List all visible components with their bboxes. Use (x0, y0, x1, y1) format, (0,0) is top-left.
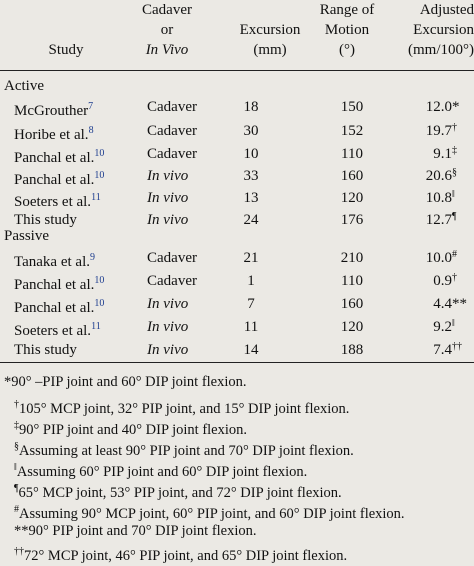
reference-link[interactable]: 11 (91, 192, 101, 203)
adjusted-excursion-cell: 19.7 (425, 123, 452, 139)
adjusted-excursion-cell: 9.2 (433, 319, 452, 335)
adjusted-excursion-cell: 20.6 (425, 168, 452, 184)
excursion-cell: 30 (243, 123, 259, 139)
section-active-label: Active (4, 78, 44, 94)
footnote: ‖Assuming 60° PIP joint and 60° DIP joint flexion. (14, 462, 308, 480)
header-range-of-motion: Range of Motion (°) (319, 2, 375, 58)
study-cell: McGrouther$^7$ (14, 101, 94, 119)
range-of-motion-cell: 160 (340, 168, 364, 184)
study-cell: Panchal et al.$^{10}$ (14, 298, 105, 316)
excursion-cell: 10 (243, 146, 259, 162)
type-cell: In vivo (147, 319, 189, 335)
header-excursion: Excursion (mm) (239, 22, 301, 58)
reference-link[interactable]: 8 (88, 125, 94, 136)
study-cell: Panchal et al.$^{10}$ (14, 170, 105, 188)
study-cell: Horibe et al.$^8$ (14, 125, 94, 143)
footnote-mark: ¶ (452, 211, 457, 222)
adjusted-excursion-cell: 9.1 (433, 146, 452, 162)
table-row (0, 143, 474, 165)
reference-link[interactable]: 10 (94, 170, 105, 181)
reference-link[interactable]: 10 (94, 148, 105, 159)
footnote: **90° PIP joint and 70° DIP joint flexion. (14, 523, 257, 539)
footnote-mark: ** (452, 296, 467, 312)
table-row (0, 247, 474, 269)
study-cell: Tanaka et al.$^9$ (14, 252, 95, 270)
adjusted-excursion-cell: 0.9 (433, 273, 452, 289)
table-row (0, 339, 474, 361)
footnote: ††72° MCP joint, 46° PIP joint, and 65° DIP joint flexion. (14, 546, 348, 564)
header-rule (0, 70, 474, 71)
type-cell: In vivo (147, 342, 189, 358)
study-cell: This study (14, 212, 77, 228)
excursion-cell: 18 (243, 99, 259, 115)
table-row (0, 293, 474, 315)
footnote-mark: ‖ (452, 318, 455, 329)
header-cadaver-or-in-vivo: Cadaver or In Vivo (142, 2, 192, 58)
study-cell: Soeters et al.$^{11}$ (14, 192, 101, 210)
range-of-motion-cell: 152 (340, 123, 364, 139)
footnote-mark: † (452, 272, 457, 283)
range-of-motion-cell: 176 (340, 212, 364, 228)
type-cell: Cadaver (147, 123, 197, 139)
adjusted-excursion-cell: 4.4 (433, 296, 452, 312)
footnote: ‡90° PIP joint and 40° DIP joint flexion. (14, 420, 248, 438)
footnote-mark: § (452, 167, 457, 178)
excursion-cell: 7 (247, 296, 255, 312)
adjusted-excursion-cell: 7.4 (433, 342, 452, 358)
reference-link[interactable]: 9 (90, 252, 95, 263)
range-of-motion-cell: 110 (341, 273, 363, 289)
excursion-cell: 14 (243, 342, 259, 358)
footnote-mark: * (452, 99, 460, 115)
footnote: #Assuming 90° MCP joint, 60° PIP joint, and 60° DIP joint flexion. (14, 504, 405, 522)
footnote-mark: ‖ (452, 189, 455, 200)
type-cell: Cadaver (147, 273, 197, 289)
type-cell: Cadaver (147, 146, 197, 162)
study-cell: Panchal et al.$^{10}$ (14, 275, 105, 293)
footnote-mark: †† (452, 341, 462, 352)
study-cell: Panchal et al.$^{10}$ (14, 148, 105, 166)
reference-link[interactable]: 11 (91, 321, 101, 332)
section-passive-label: Passive (4, 228, 49, 244)
adjusted-excursion-cell: 12.7 (425, 212, 452, 228)
excursion-cell: 1 (247, 273, 255, 289)
type-cell: In vivo (147, 168, 189, 184)
excursion-cell: 11 (243, 319, 259, 335)
footnote: §Assuming at least 90° PIP joint and 70° DIP joint flexion. (14, 441, 354, 459)
range-of-motion-cell: 150 (340, 99, 364, 115)
footnote-mark: † (452, 122, 457, 133)
range-of-motion-cell: 120 (340, 319, 364, 335)
type-cell: In vivo (147, 296, 189, 312)
range-of-motion-cell: 110 (341, 146, 363, 162)
table-row (0, 316, 474, 338)
footnote: †105° MCP joint, 32° PIP joint, and 15° DIP joint flexion. (14, 399, 350, 417)
range-of-motion-cell: 160 (340, 296, 364, 312)
excursion-cell: 21 (243, 250, 259, 266)
table-bottom-rule (0, 362, 474, 363)
footnote-mark: # (452, 249, 457, 260)
type-cell: In vivo (147, 212, 189, 228)
reference-link[interactable]: 10 (94, 298, 105, 309)
footnote: ¶65° MCP joint, 53° PIP joint, and 72° DIP joint flexion. (14, 483, 342, 501)
header-study: Study (48, 42, 84, 58)
table-row (0, 270, 474, 292)
table-row (0, 165, 474, 187)
excursion-cell: 33 (243, 168, 259, 184)
header-adjusted-excursion: Adjusted Excursion (mm/100°) (408, 2, 474, 58)
adjusted-excursion-cell: 10.8 (425, 190, 452, 206)
type-cell: In vivo (147, 190, 189, 206)
table-row (0, 187, 474, 209)
adjusted-excursion-cell: 10.0 (425, 250, 452, 266)
study-cell: Soeters et al.$^{11}$ (14, 321, 101, 339)
type-cell: Cadaver (147, 99, 197, 115)
footnote: *90° –PIP joint and 60° DIP joint flexion. (4, 374, 247, 390)
range-of-motion-cell: 210 (340, 250, 364, 266)
reference-link[interactable]: 7 (88, 101, 94, 112)
adjusted-excursion-cell: 12.0 (425, 99, 452, 115)
footnote-mark: ‡ (452, 145, 457, 156)
table-row (0, 209, 474, 231)
table-row (0, 120, 474, 142)
range-of-motion-cell: 188 (340, 342, 364, 358)
type-cell: Cadaver (147, 250, 197, 266)
excursion-cell: 13 (243, 190, 259, 206)
excursion-cell: 24 (243, 212, 259, 228)
reference-link[interactable]: 10 (94, 275, 105, 286)
range-of-motion-cell: 120 (340, 190, 364, 206)
study-cell: This study (14, 342, 77, 358)
table-row (0, 96, 474, 118)
